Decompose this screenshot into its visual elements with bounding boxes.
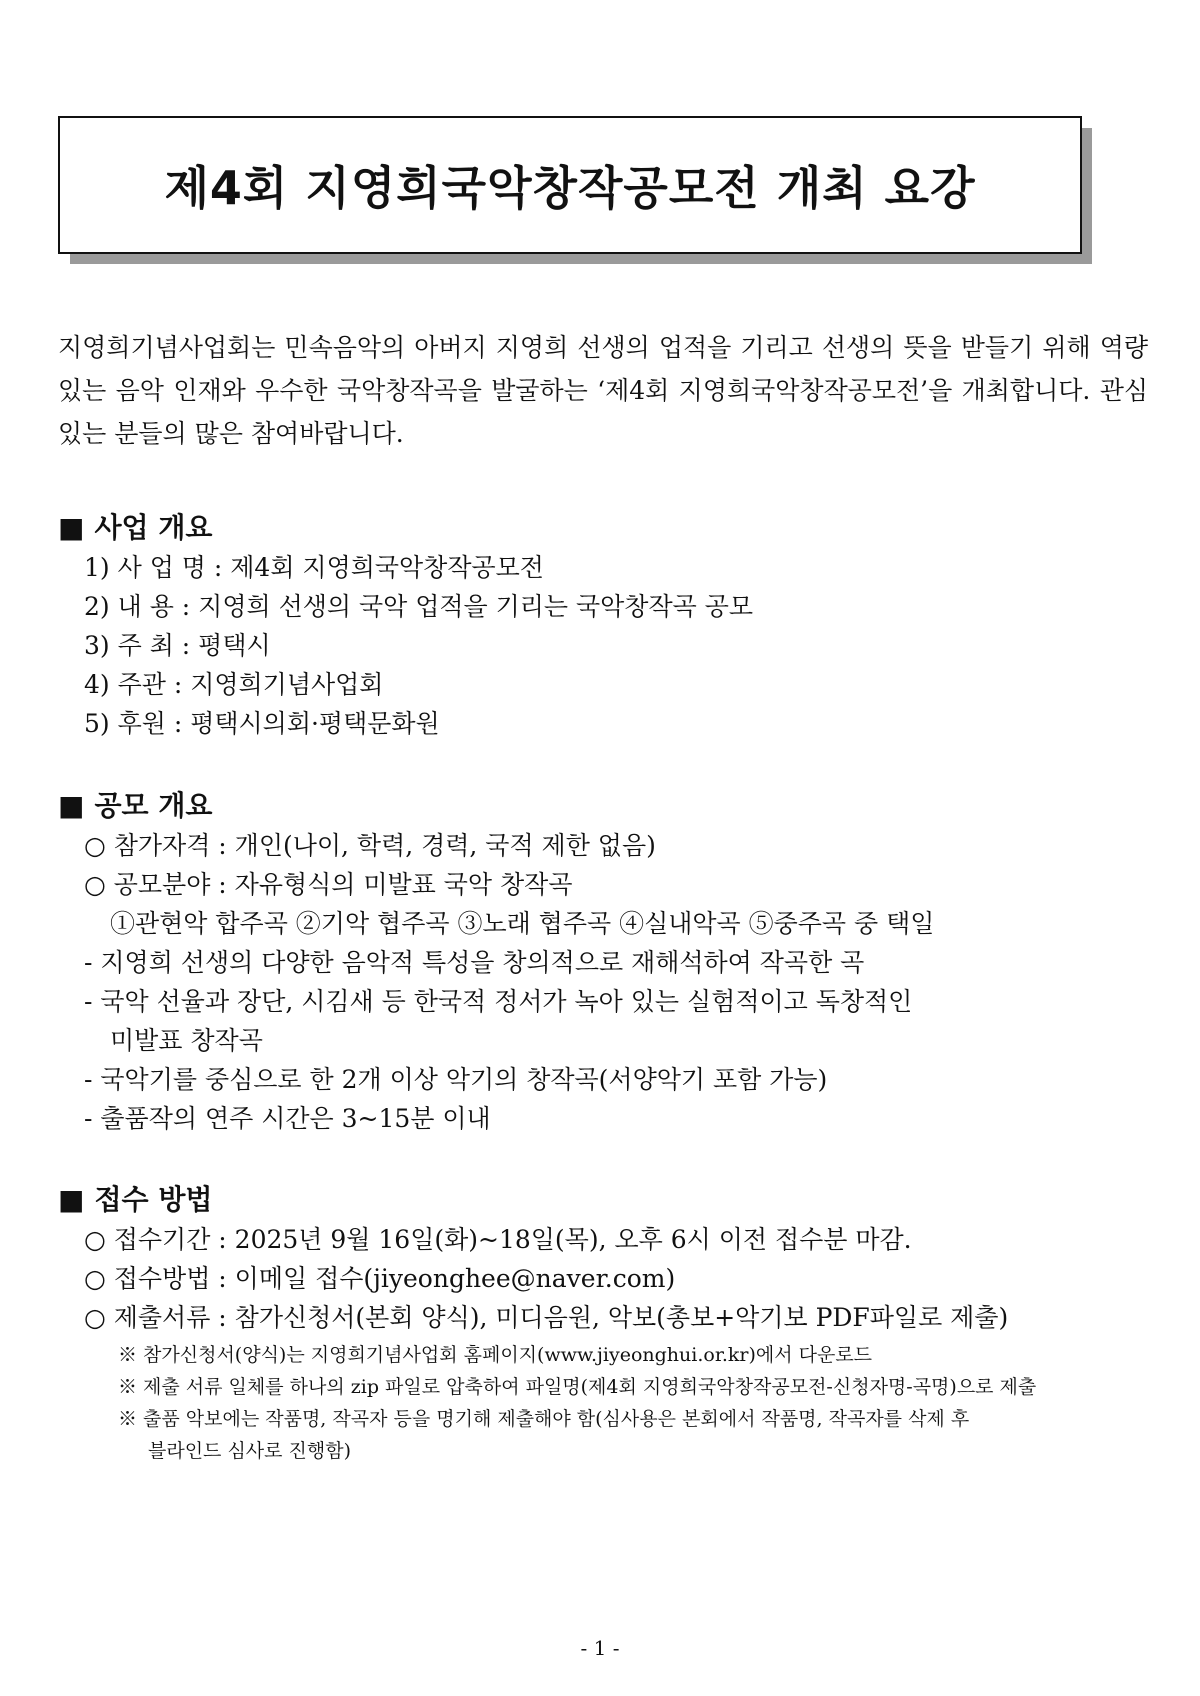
section-heading-business-overview [58, 506, 212, 546]
submission-note-score-cont: 블라인드 심사로 진행함) [148, 1440, 352, 1462]
submission-note-form: ※ 참가신청서(양식)는 지영희기념사업회 홈페이지(www.jiyeonghui.or.kr)에서 다운로드 [118, 1344, 873, 1366]
submission-item-method: ○ 접수방법 : 이메일 접수(jiyeonghee@naver.com) [84, 1264, 676, 1293]
contest-item-categories: ①관현악 합주곡 ②기악 협주곡 ③노래 협주곡 ④실내악곡 ⑤중주곡 중 택일 [110, 909, 935, 938]
overview-item-organizer: 4) 주관 : 지영희기념사업회 [84, 670, 384, 699]
contest-item-criteria-2: - 국악 선율과 장단, 시김새 등 한국적 정서가 녹아 있는 실험적이고 독창적인 [84, 987, 913, 1016]
contest-item-criteria-3: - 국악기를 중심으로 한 2개 이상 악기의 창작곡(서양악기 포함 가능) [84, 1065, 828, 1094]
overview-item-content: 2) 내 용 : 지영희 선생의 국악 업적을 기리는 국악창작곡 공모 [84, 592, 754, 621]
square-bullet-icon: ■ [58, 1183, 85, 1216]
contest-item-eligibility: ○ 참가자격 : 개인(나이, 학력, 경력, 국적 제한 없음) [84, 831, 656, 860]
contest-item-field: ○ 공모분야 : 자유형식의 미발표 국악 창작곡 [84, 870, 573, 899]
section-title: 접수 방법 [94, 1183, 213, 1216]
contest-item-duration: - 출품작의 연주 시간은 3~15분 이내 [84, 1104, 491, 1133]
submission-note-score: ※ 출품 악보에는 작품명, 작곡자 등을 명기해 제출해야 함(심사용은 본회에서 작품명, 작곡자를 삭제 후 [118, 1408, 970, 1430]
square-bullet-icon: ■ [58, 789, 85, 822]
submission-item-period: ○ 접수기간 : 2025년 9월 16일(화)~18일(목), 오후 6시 이전 접수분 마감. [84, 1225, 912, 1254]
submission-note-zip: ※ 제출 서류 일체를 하나의 zip 파일로 압축하여 파일명(제4회 지영희국악창작공모전-신청자명-곡명)으로 제출 [118, 1376, 1037, 1398]
overview-item-sponsor: 5) 후원 : 평택시의회·평택문화원 [84, 709, 440, 738]
contest-item-criteria-1: - 지영희 선생의 다양한 음악적 특성을 창의적으로 재해석하여 작곡한 곡 [84, 948, 865, 977]
section-title: 사업 개요 [94, 511, 213, 544]
overview-item-name: 1) 사 업 명 : 제4회 지영희국악창작공모전 [84, 553, 544, 582]
intro-paragraph: 지영희기념사업회는 민속음악의 아버지 지영희 선생의 업적을 기리고 선생의 뜻을 받들기 위해 역량 있는 음악 인재와 우수한 국악창작곡을 발굴하는 ‘제4회 지영희국악창작공모전’을 개최합니다. 관심 있는 분들의 많은 참여바랍니다. [58, 333, 1148, 448]
section-heading-contest-overview [58, 784, 212, 824]
overview-item-host: 3) 주 최 : 평택시 [84, 631, 271, 660]
submission-item-documents: ○ 제출서류 : 참가신청서(본회 양식), 미디음원, 악보(총보+악기보 PDF파일로 제출) [84, 1303, 1009, 1332]
section-heading-submission [58, 1178, 212, 1218]
title-box [58, 116, 1082, 254]
title-frame [58, 116, 1084, 256]
square-bullet-icon: ■ [58, 511, 85, 544]
document-title: 제4회 지영희국악창작공모전 개최 요강 [164, 161, 976, 215]
page-number: - 1 - [580, 1636, 620, 1660]
section-title: 공모 개요 [94, 789, 213, 822]
contest-item-criteria-2-cont: 미발표 창작곡 [110, 1026, 263, 1055]
